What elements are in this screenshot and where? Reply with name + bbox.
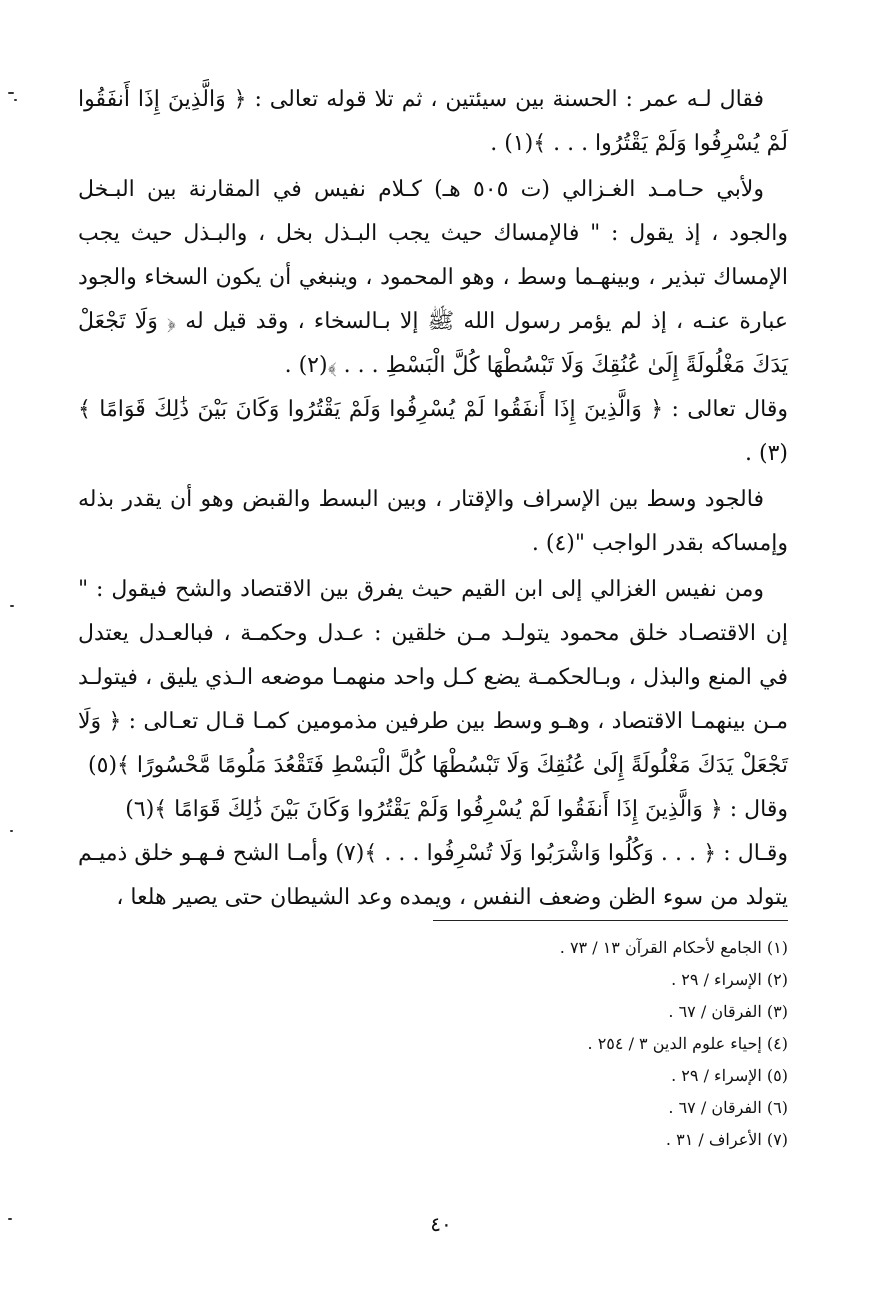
scan-speck [14,99,17,101]
page-number: ٤٠ [430,1212,452,1236]
footnote-item: (٣) الفرقان / ٦٧ . [668,1002,788,1021]
footnote-item: (٥) الإسراء / ٢٩ . [671,1066,788,1085]
footnote-item: (٧) الأعراف / ٣١ . [665,1130,788,1149]
main-text [78,78,788,920]
footnote-item: (٢) الإسراء / ٢٩ . [671,970,788,989]
paragraph-generosity: فالجود وسط بين الإسراف والإقتار ، وبين البسط والقبض وهو أن يقدر بذله وإمساكه بقدر الواجب "(٤) . [78,487,788,556]
footnote-item: (٤) إحياء علوم الدين ٣ / ٢٥٤ . [587,1034,788,1053]
scan-speck [10,605,14,607]
paragraph-umar-quote: فقال لـه عمر : الحسنة بين سيئتين ، ثم تلا قوله تعالى : ﴿ وَالَّذِينَ إِذَا أَنفَقُوا لَمْ يُسْرِفُوا وَلَمْ يَقْتُرُوا . . . ﴾(١) . [78,87,788,156]
footnote-divider [433,920,788,921]
footnote-item: (١) الجامع لأحكام القرآن ١٣ / ٧٣ . [559,938,788,957]
scan-speck [10,830,13,832]
scan-speck [8,1218,12,1220]
paragraph-verse-furqan-2: وقال : ﴿ وَالَّذِينَ إِذَا أَنفَقُوا لَمْ يُسْرِفُوا وَلَمْ يَقْتُرُوا وَكَانَ بَيْنَ ذَٰلِكَ قَوَامًا ﴾(٦) [125,797,788,822]
paragraph-ibn-qayyim: ومن نفيس الغزالي إلى ابن القيم حيث يفرق بين الاقتصاد والشح فيقول : " إن الاقتصـاد خلق محمود يتولـد مـن خلقين : عـدل وحكمـة ، فبالعـدل يعتدل في المنع والبذل ، وبـالحكمـة يضع كـل واحد منهمـا موضعه الـذي يليق ، فيتولـد مـن بينهمـا الاقتصاد ، وهـو وسط بين طرفين مذمومين كمـا قـال تعـالى : ﴿ وَلَا تَجْعَلْ يَدَكَ مَغْلُولَةً إِلَىٰ عُنُقِكَ وَلَا تَبْسُطْهَا كُلَّ الْبَسْطِ فَتَقْعُدَ مَلُومًا مَّحْسُورًا ﴾(٥) [78,577,788,778]
footnotes-list [388,932,788,1156]
footnote-item: (٦) الفرقان / ٦٧ . [668,1098,788,1117]
paragraph-ghazali: ولأبي حـامـد الغـزالي (ت ٥٠٥ هـ) كـلام نفيس في المقارنة بين البـخل والجود ، إذ يقول : " فالإمساك حيث يجب البـذل بخل ، والبـذل حيث يجب الإمساك تبذير ، وبينهـما وسط ، وهو المحمود ، وينبغي أن يكون السخاء والجود عبارة عنـه ، إذ لم يؤمر رسول الله ﷺ إلا بـالسخاء ، وقد قيل له ﴿ وَلَا تَجْعَلْ يَدَكَ مَغْلُولَةً إِلَىٰ عُنُقِكَ وَلَا تَبْسُطْهَا كُلَّ الْبَسْطِ . . . ﴾(٢) . [78,177,788,378]
paragraph-verse-furqan: وقال تعالى : ﴿ وَالَّذِينَ إِذَا أَنفَقُوا لَمْ يُسْرِفُوا وَلَمْ يَقْتُرُوا وَكَانَ بَيْنَ ذَٰلِكَ قَوَامًا ﴾(٣) . [78,397,788,466]
scan-speck [8,92,14,94]
paragraph-stinginess: وقـال : ﴿ . . . وَكُلُوا وَاشْرَبُوا وَلَا تُسْرِفُوا . . . ﴾(٧) وأمـا الشح فـهـو خلق ذميـم يتولد من سوء الظن وضعف النفس ، ويمده وعد الشيطان حتى يصير هلعا ، [78,841,788,910]
